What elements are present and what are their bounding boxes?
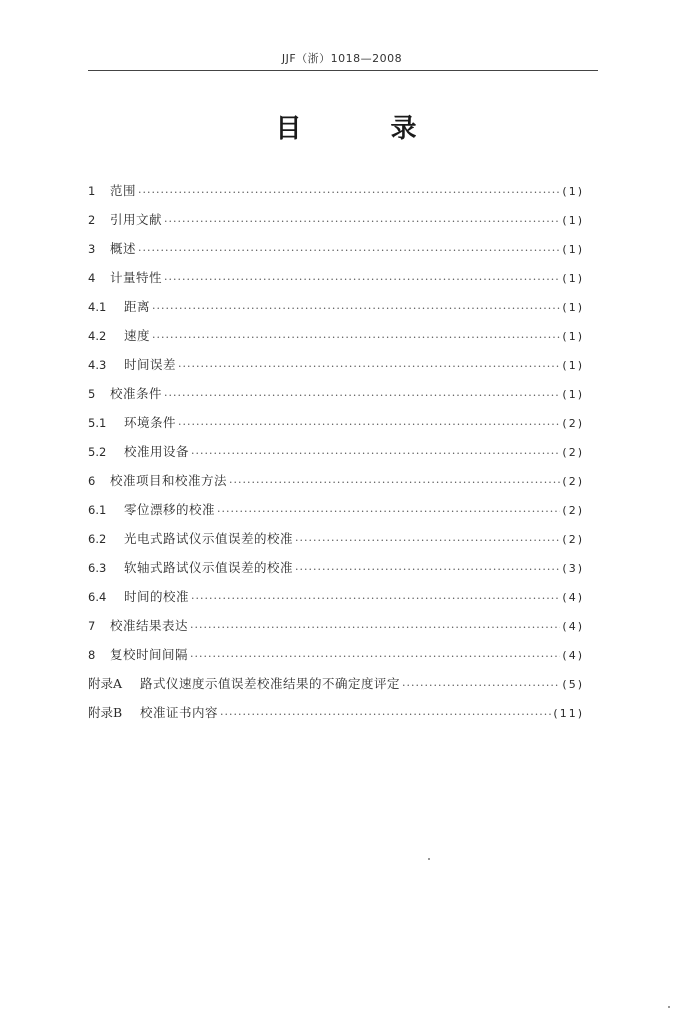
toc-leader-dots [164,207,560,236]
toc-entry-label: 校准用设备 [124,444,190,459]
toc-entry-5-2[interactable] [88,437,584,466]
toc-entry-number: 8 [88,648,96,662]
table-of-contents [88,176,584,727]
toc-entry-7[interactable] [88,611,584,640]
toc-entry-page: (1) [562,243,584,256]
toc-entry-page: (4) [562,649,584,662]
toc-entry-page: (2) [562,533,584,546]
toc-entry-number: 4.3 [88,358,107,372]
toc-entry-5[interactable] [88,379,584,408]
toc-leader-dots [217,497,560,526]
toc-entry-number: 5 [88,387,96,401]
toc-entry-label: 时间的校准 [124,589,190,604]
toc-entry-number: 4 [88,271,96,285]
toc-entry-number: 4.1 [88,300,107,314]
toc-entry-6-3[interactable] [88,553,584,582]
toc-entry-number: 6 [88,474,96,488]
toc-leader-dots [138,236,560,265]
toc-entry-4-2[interactable] [88,321,584,350]
toc-entry-label: 复校时间间隔 [110,647,189,662]
toc-entry-label: 校准结果表达 [110,618,189,633]
toc-entry-label: 范围 [110,183,137,198]
toc-entry-4-1[interactable] [88,292,584,321]
toc-entry-page: (5) [562,678,584,691]
toc-entry-2[interactable] [88,205,584,234]
toc-leader-dots [191,584,560,613]
toc-leader-dots [229,468,560,497]
toc-entry-label: 校准证书内容 [140,705,219,720]
toc-entry-number: 6.3 [88,561,107,575]
toc-entry-6-2[interactable] [88,524,584,553]
toc-entry-number: 5.2 [88,445,107,459]
toc-entry-page: (1) [562,185,584,198]
toc-entry-page: (3) [562,562,584,575]
toc-entry-3[interactable] [88,234,584,263]
toc-entry-label: 引用文献 [110,212,163,227]
toc-entry-page: (4) [562,620,584,633]
toc-leader-dots [152,294,560,323]
toc-entry-page: (1) [562,388,584,401]
toc-leader-dots [295,555,560,584]
toc-entry-6[interactable] [88,466,584,495]
toc-entry-6-4[interactable] [88,582,584,611]
toc-entry-page: (2) [562,475,584,488]
toc-entry-number: 5.1 [88,416,107,430]
toc-entry-6-1[interactable] [88,495,584,524]
toc-entry-page: (2) [562,417,584,430]
toc-entry-appendix-a[interactable] [88,669,584,698]
toc-leader-dots [178,410,560,439]
toc-entry-label: 概述 [110,241,137,256]
toc-entry-label: 速度 [124,328,151,343]
header-rule [88,70,598,71]
toc-entry-label: 时间误差 [124,357,177,372]
toc-entry-number: 2 [88,213,96,227]
toc-entry-label: 软轴式路试仪示值误差的校准 [124,560,294,575]
toc-entry-number: 3 [88,242,96,256]
toc-entry-page: (1) [562,272,584,285]
toc-entry-page: (2) [562,504,584,517]
toc-entry-number: 1 [88,184,96,198]
scan-speck [668,1006,670,1008]
toc-entry-5-1[interactable] [88,408,584,437]
toc-entry-label: 校准项目和校准方法 [110,473,228,488]
toc-entry-appendix-b[interactable] [88,698,584,727]
toc-entry-page: (1) [562,301,584,314]
toc-leader-dots [164,381,560,410]
toc-leader-dots [191,439,560,468]
toc-entry-number: 附录A [88,676,123,691]
toc-entry-number: 7 [88,619,96,633]
toc-entry-4[interactable] [88,263,584,292]
toc-leader-dots [164,265,560,294]
toc-entry-number: 6.2 [88,532,107,546]
toc-entry-number: 4.2 [88,329,107,343]
toc-entry-8[interactable] [88,640,584,669]
toc-entry-label: 计量特性 [110,270,163,285]
toc-entry-label: 零位漂移的校准 [124,502,216,517]
toc-entry-page: (1) [562,359,584,372]
toc-entry-page: (11) [553,707,584,720]
toc-entry-page: (1) [562,330,584,343]
toc-entry-label: 光电式路试仪示值误差的校准 [124,531,294,546]
toc-entry-page: (1) [562,214,584,227]
toc-entry-number: 6.1 [88,503,107,517]
toc-entry-label: 环境条件 [124,415,177,430]
toc-entry-label: 距离 [124,299,151,314]
toc-leader-dots [190,613,560,642]
toc-leader-dots [190,642,560,671]
toc-entry-page: (2) [562,446,584,459]
toc-leader-dots [295,526,560,555]
toc-leader-dots [138,178,560,207]
toc-entry-label: 路式仪速度示值误差校准结果的不确定度评定 [140,676,401,691]
toc-leader-dots [178,352,560,381]
toc-entry-1[interactable] [88,176,584,205]
toc-entry-label: 校准条件 [110,386,163,401]
toc-leader-dots [220,700,551,729]
toc-leader-dots [402,671,560,700]
toc-entry-page: (4) [562,591,584,604]
toc-entry-number: 附录B [88,705,123,720]
toc-leader-dots [152,323,560,352]
document-code-header: JJF（浙）1018—2008 [281,52,403,65]
toc-entry-number: 6.4 [88,590,107,604]
page-title: 目 录 [275,114,457,144]
toc-entry-4-3[interactable] [88,350,584,379]
scan-speck [428,858,430,860]
